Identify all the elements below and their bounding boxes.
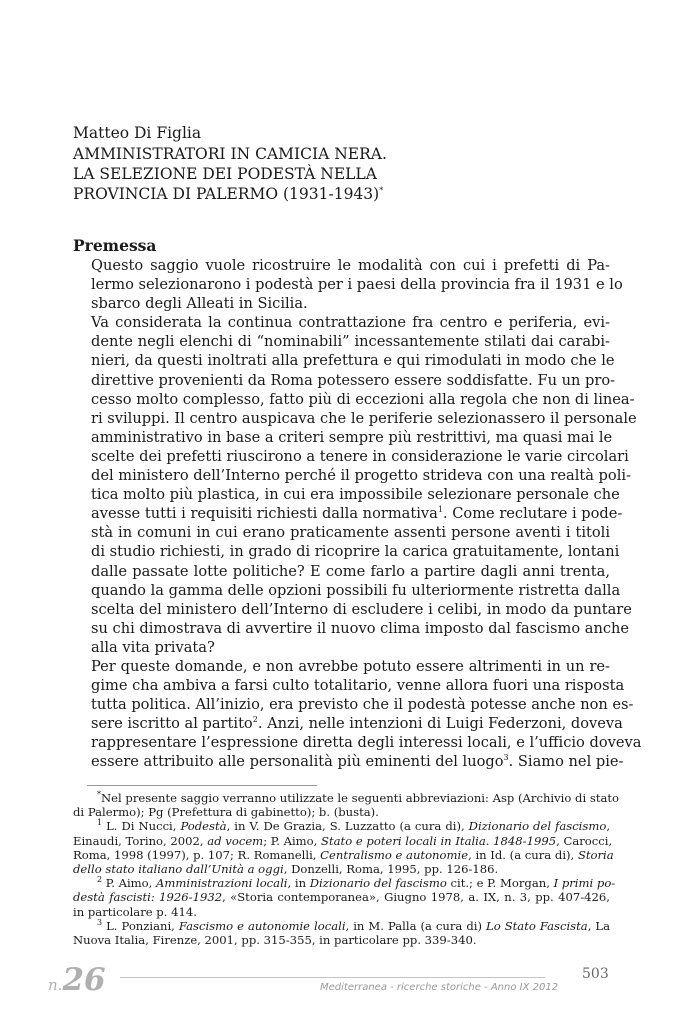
text-span: Centralismo e autonomie bbox=[320, 847, 469, 862]
title-line bbox=[73, 184, 610, 204]
text-line: stà in comuni in cui erano praticamente assenti persone aventi i titoli bbox=[91, 524, 610, 542]
footnote-mark: 3 bbox=[97, 917, 103, 927]
text-span: avesse tutti i requisiti richiesti dalla normativa bbox=[91, 505, 438, 523]
text-span: dello stato italiano dall’Unità a oggi bbox=[73, 862, 284, 877]
text-line: dente negli elenchi di “nominabili” incessantemente stilati dai carabi- bbox=[91, 333, 610, 351]
text-line: Va considerata la continua contrattazione fra centro e periferia, evi- bbox=[91, 314, 610, 332]
text-line bbox=[73, 862, 610, 876]
paragraph-3 bbox=[73, 657, 642, 772]
title-footnote-mark[interactable]: * bbox=[379, 185, 384, 195]
text-span: P. Aimo, bbox=[105, 876, 157, 891]
text-line: tica molto più plastica, in cui era impossibile selezionare personale che bbox=[91, 486, 620, 504]
text-line: Questo saggio vuole ricostruire le modalità con cui i prefetti di Pa- bbox=[91, 257, 610, 274]
text-span: . Anzi, nelle intenzioni di Luigi Federzoni, doveva bbox=[257, 715, 623, 733]
footnote-divider bbox=[87, 785, 317, 786]
text-line bbox=[73, 847, 614, 862]
text-span: L. Di Nucci, bbox=[106, 819, 181, 834]
text-span: Nel presente saggio verranno utilizzate le seguenti abbreviazioni: Asp (Archivio di stato bbox=[101, 791, 620, 805]
footnote-1 bbox=[73, 818, 614, 877]
text-span: , in bbox=[287, 876, 310, 891]
text-line: rappresentare l’espressione diretta degli interessi locali, e l’ufficio doveva bbox=[91, 734, 642, 752]
text-span: cit.; e P. Morgan, bbox=[446, 876, 554, 891]
text-span: Amministrazioni locali bbox=[156, 876, 288, 891]
text-line: del ministero dell’Interno perché il progetto strideva con una realtà poli- bbox=[91, 467, 631, 485]
text-span: Lo Stato Fascista bbox=[486, 918, 588, 933]
text-span: Roma, 1998 (1997), p. 107; R. Romanelli, bbox=[73, 847, 321, 862]
text-line bbox=[73, 875, 616, 891]
text-line bbox=[73, 790, 620, 805]
text-line: Nuova Italia, Firenze, 2001, pp. 315-355, in particolare pp. 339-340. bbox=[73, 933, 477, 948]
text-span: Dizionario del fascismo bbox=[468, 819, 607, 834]
text-span: , in Id. (a cura di), bbox=[468, 847, 578, 862]
text-span: destà fascisti: 1926-1932 bbox=[73, 890, 223, 905]
text-line: direttive provenienti da Roma potessero essere soddisfatte. Fu un pro- bbox=[91, 371, 616, 389]
text-span: L. Ponziani, bbox=[106, 918, 179, 933]
text-span: , bbox=[606, 819, 611, 834]
text-line bbox=[73, 890, 610, 904]
text-span: essere attribuito alle personalità più eminenti del luogo bbox=[91, 753, 504, 771]
text-line bbox=[73, 819, 610, 833]
footnote-ref-3[interactable]: 3 bbox=[503, 753, 509, 763]
text-span: . Come reclutare i pode- bbox=[442, 505, 623, 523]
text-line: cesso molto complesso, fatto più di eccezioni alla regola che non di linea- bbox=[91, 390, 635, 408]
text-line bbox=[73, 714, 623, 733]
text-span: Podestà bbox=[180, 819, 227, 834]
text-line bbox=[73, 833, 613, 848]
title-line: LA SELEZIONE DEI PODESTÀ NELLA bbox=[73, 165, 377, 183]
footnote-star bbox=[73, 790, 620, 820]
text-line: Per queste domande, e non avrebbe potuto essere altrimenti in un re- bbox=[91, 657, 610, 675]
text-span: Stato e poteri locali in Italia. 1848-1995 bbox=[321, 833, 557, 848]
text-line: sbarco degli Alleati in Sicilia. bbox=[91, 295, 308, 313]
text-line: gime cha ambiva a farsi culto totalitario, venne allora fuori una risposta bbox=[91, 677, 625, 695]
page-number: 503 bbox=[582, 966, 609, 982]
title-line: AMMINISTRATORI IN CAMICIA NERA. bbox=[73, 145, 387, 163]
author-name: Matteo Di Figlia bbox=[73, 124, 202, 142]
text-span: ad vocem bbox=[207, 833, 264, 848]
text-line: tutta politica. All’inizio, era previsto che il podestà potesse anche non es- bbox=[91, 696, 634, 714]
footnote-ref-1[interactable]: 1 bbox=[437, 505, 443, 515]
paragraph-1 bbox=[73, 256, 623, 313]
issue-number bbox=[48, 962, 106, 998]
issue-value: 26 bbox=[62, 962, 106, 998]
footnote-3 bbox=[73, 919, 610, 947]
text-line bbox=[73, 919, 610, 933]
text-line: scelta del ministero dell’Interno di escludere i celibi, in modo da puntare bbox=[91, 600, 632, 618]
footnote-mark: 2 bbox=[97, 875, 103, 885]
text-span: Dizionario del fascismo bbox=[309, 876, 447, 891]
section-heading: Premessa bbox=[73, 236, 157, 255]
footnote-mark: 1 bbox=[97, 818, 103, 828]
footer-line bbox=[120, 977, 545, 978]
text-span: Einaudi, Torino, 2002, bbox=[73, 833, 208, 848]
text-span: ; P. Aimo, bbox=[263, 833, 322, 848]
text-line: lermo selezionarono i podestà per i paesi della provincia fra il 1931 e lo bbox=[91, 276, 623, 294]
text-line: quando la gamma delle opzioni possibili fu ulteriormente ristretta dalla bbox=[91, 581, 621, 599]
text-span: , in M. Palla (a cura di) bbox=[345, 918, 487, 933]
text-line: scelte dei prefetti riuscirono a tenere in considerazione le varie circolari bbox=[91, 447, 629, 465]
text-line: di Palermo); Pg (Prefettura di gabinetto); b. (busta). bbox=[73, 805, 379, 820]
footnote-mark: * bbox=[97, 790, 101, 800]
text-line: alla vita privata? bbox=[91, 638, 215, 656]
footnote-ref-2[interactable]: 2 bbox=[252, 715, 258, 725]
page-footer bbox=[0, 962, 682, 1002]
text-line: in particolare p. 414. bbox=[73, 904, 197, 919]
text-line: nieri, da questi inoltrati alla prefettura e qui rimodulati in modo che le bbox=[91, 352, 615, 370]
article-body bbox=[73, 256, 642, 772]
text-span: , Carocci, bbox=[556, 833, 613, 848]
text-span: , La bbox=[587, 918, 611, 933]
text-span: Storia bbox=[577, 847, 614, 862]
text-span: sere iscritto al partito bbox=[91, 715, 253, 733]
text-line bbox=[73, 504, 623, 523]
text-line: di studio richiesti, in grado di ricoprire la carica gratuitamente, lontani bbox=[91, 543, 620, 561]
issue-prefix: n. bbox=[48, 976, 63, 994]
text-line: dalle passate lotte politiche? E come farlo a partire dagli anni trenta, bbox=[91, 562, 610, 580]
text-line: amministrativo in base a criteri sempre più restrittivi, ma quasi mai le bbox=[91, 428, 613, 446]
text-span: Fascismo e autonomie locali bbox=[178, 918, 346, 933]
text-span: I primi po- bbox=[553, 876, 616, 891]
text-span: . Siamo nel pie- bbox=[508, 753, 624, 771]
text-span: , Donzelli, Roma, 1995, pp. 126-186. bbox=[283, 862, 499, 877]
paragraph-2 bbox=[73, 313, 637, 657]
text-span: , in V. De Grazia, S. Luzzatto (a cura di), bbox=[226, 819, 469, 834]
article-title bbox=[73, 144, 610, 204]
journal-name: Mediterranea - ricerche storiche - Anno IX 2012 bbox=[320, 982, 559, 993]
footnotes bbox=[73, 790, 620, 948]
text-line: su chi dimostrava di avvertire il nuovo clima imposto dal fascismo anche bbox=[91, 619, 630, 637]
footnote-2 bbox=[73, 875, 616, 919]
text-line: ri sviluppi. Il centro auspicava che le periferie selezionassero il personale bbox=[91, 409, 637, 427]
text-span: , «Storia contemporanea», Giugno 1978, a. IX, n. 3, pp. 407-426, bbox=[222, 890, 610, 905]
title-line-text: PROVINCIA DI PALERMO (1931-1943) bbox=[73, 185, 380, 203]
text-line bbox=[73, 752, 624, 771]
